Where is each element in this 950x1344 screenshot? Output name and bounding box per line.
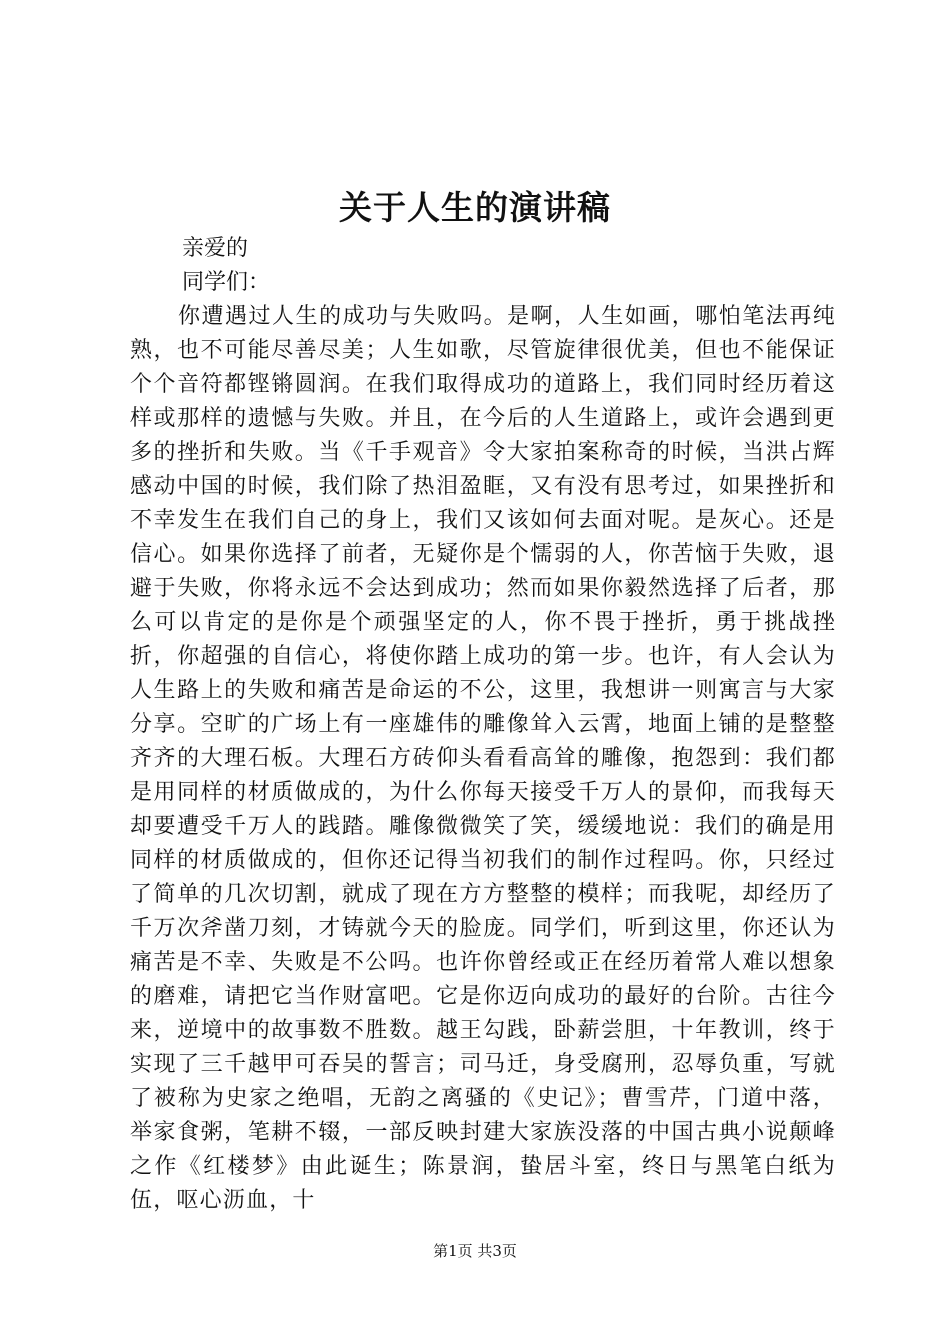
salutation-line-2: 同学们： [182,270,271,295]
salutation-line-1: 亲爱的 [182,236,249,261]
page-footer: 第1页 共3页 [433,1242,517,1260]
body-paragraph: 你遭遇过人生的成功与失败吗。是啊，人生如画，哪怕笔法再纯熟，也不可能尽善尽美；人生如歌，尽管旋律很优美，但也不能保证个个音符都铿锵圆润。在我们取得成功的道路上，我们同时经历着这样或那样的遗憾与失败。并且，在今后的人生道路上，或许会遇到更多的挫折和失败。当《千手观音》令大家拍案称奇的时候，当洪占辉感动中国的时候，我们除了热泪盈眶，又有没有思考过，如果挫折和不幸发生在我们自己的身上，我们又该如何去面对呢。是灰心。还是信心。如果你选择了前者，无疑你是个懦弱的人，你苦恼于失败，退避于失败，你将永远不会达到成功；然而如果你毅然选择了后者，那么可以肯定的是你是个顽强坚定的人，你不畏于挫折，勇于挑战挫折，你超强的自信心，将使你踏上成功的第一步。也许，有人会认为人生路上的失败和痛苦是命运的不公，这里，我想讲一则寓言与大家分享。空旷的广场上有一座雄伟的雕像耸入云霄，地面上铺的是整整齐齐的大理石板。大理石方砖仰头看看高耸的雕像，抱怨到：我们都是用同样的材质做成的，为什么你每天接受千万人的景仰，而我每天却要遭受千万人的践踏。雕像微微笑了笑，缓缓地说：我们的确是用同样的材质做成的，但你还记得当初我们的制作过程吗。你，只经过了简单的几次切割，就成了现在方方整整的模样；而我呢，却经历了千万次斧凿刀刻，才铸就今天的脸庞。同学们，听到这里，你还认为痛苦是不幸、失败是不公吗。也许你曾经或正在经历着常人难以想象的磨难，请把它当作财富吧。它是你迈向成功的最好的台阶。古往今来，逆境中的故事数不胜数。越王勾践，卧薪尝胆，十年教训，终于实现了三千越甲可吞吴的誓言；司马迁，身受腐刑，忍辱负重，写就了被称为史家之绝唱，无韵之离骚的《史记》；曹雪芹，门道中落，举家食粥，笔耕不辍，一部反映封建大家族没落的中国古典小说颠峰之作《红楼梦》由此诞生；陈景润，蛰居斗室，终日与黑笔白纸为伍，呕心沥血，十 [130,304,836,1213]
document-title: 关于人生的演讲稿 [339,188,611,227]
